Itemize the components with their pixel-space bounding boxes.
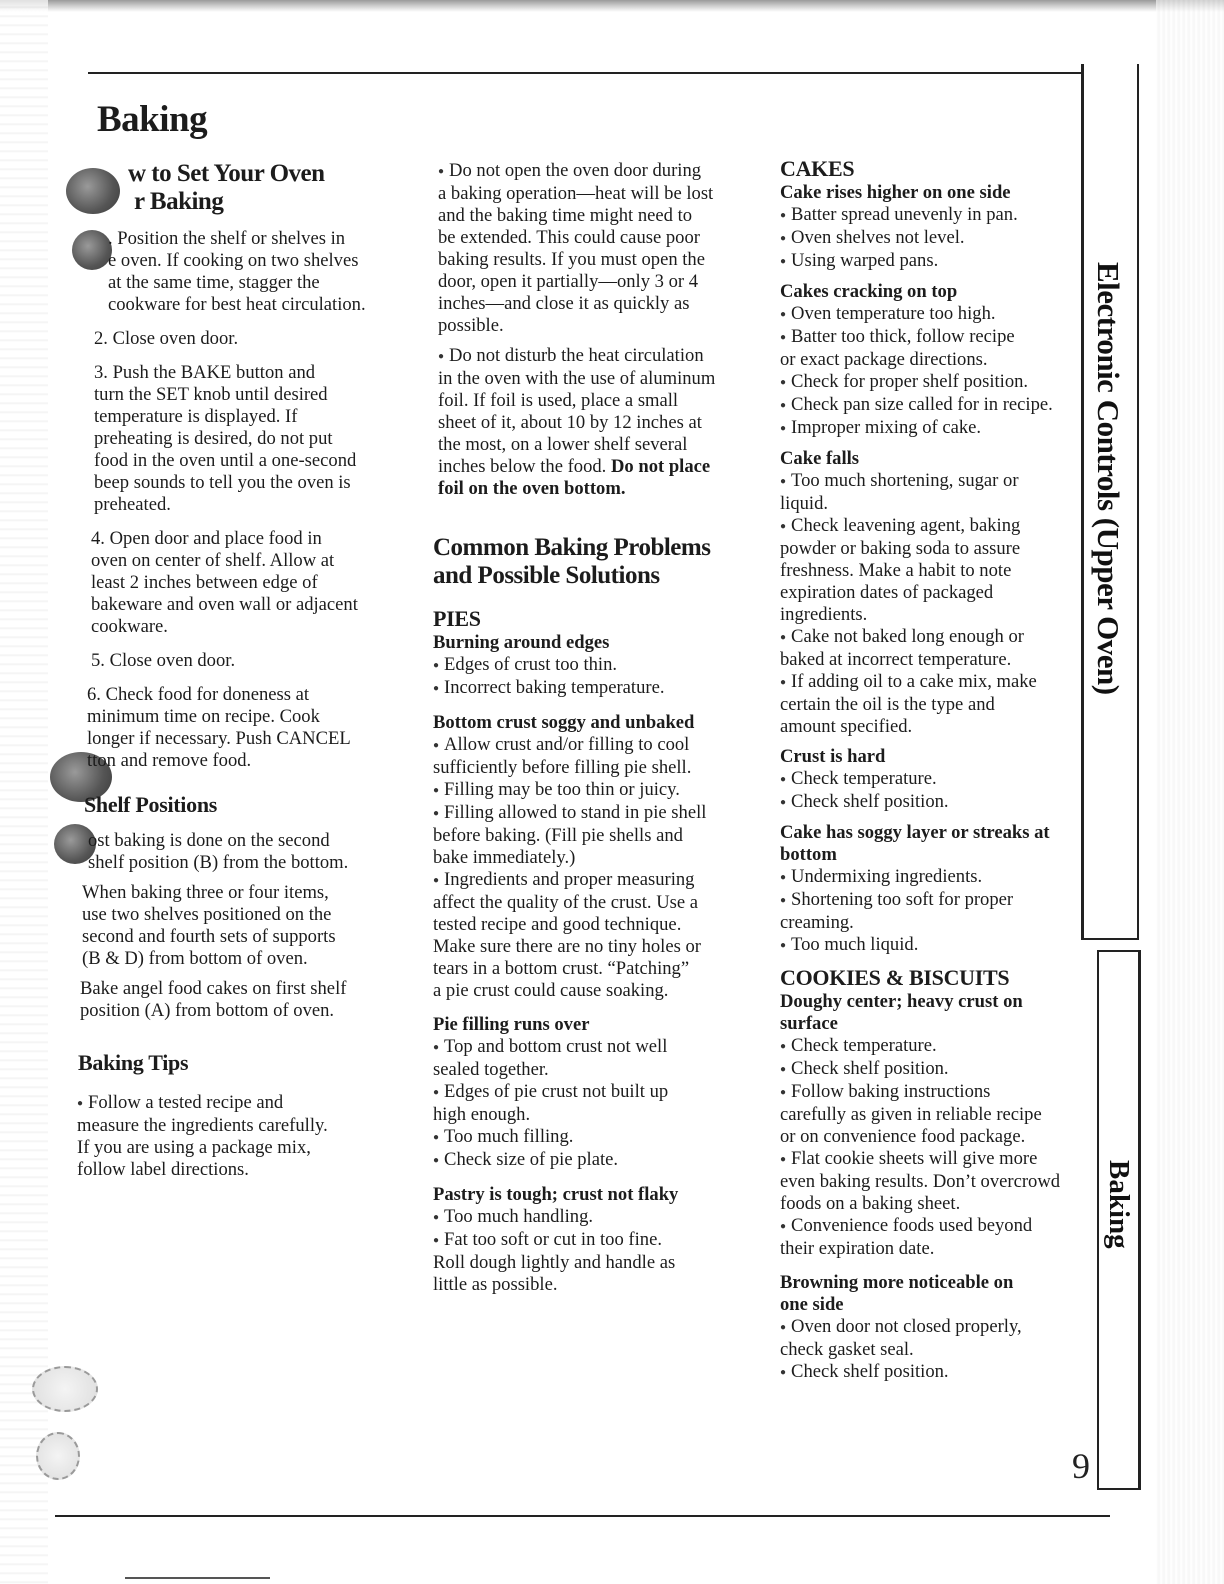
step-4: 4. Open door and place food in oven on center of shelf. Allow at least 2 inches between edge of bakeware and oven wall or adjacent cookware. [91, 528, 358, 637]
top-rule [88, 72, 1082, 74]
step-6: 6. Check food for doneness at minimum time on recipe. Cook longer if necessary. Push CANCEL tton and remove food. [87, 684, 351, 771]
crust-hard-bullet: ● Check shelf position. [780, 791, 1080, 814]
tough-bullet: ● Too much handling. [433, 1206, 753, 1229]
doughy-bullet: ● Check shelf position. [780, 1058, 1080, 1081]
runs-over-heading: Pie filling runs over [433, 1014, 590, 1035]
soggy-bullet: ● Filling allowed to stand in pie shell before baking. (Fill pie shells and bake immediately.) [433, 802, 753, 869]
page-title: Baking [97, 99, 208, 140]
tough-heading: Pastry is tough; crust not flaky [433, 1184, 679, 1205]
shelf-paragraph-3: Bake angel food cakes on first shelf position (A) from bottom of oven. [80, 978, 347, 1021]
falls-bullet: ● Too much shortening, sugar or liquid. [780, 470, 1080, 515]
baking-tip: ● Follow a tested recipe and measure the ingredients carefully. If you are using a package mix, follow label directions. [77, 1092, 400, 1181]
bottom-scan-line [125, 1577, 270, 1579]
burning-bullet: ● Incorrect baking temperature. [433, 677, 753, 700]
cracking-bullet: ● Oven temperature too high. [780, 303, 1080, 326]
falls-bullet: ● Check leavening agent, baking powder or baking soda to assure freshness. Make a habit to note expiration dates of packaged ingredients. [780, 515, 1080, 626]
tip-foil [433, 345, 753, 500]
cakes-heading: CAKES [780, 156, 855, 181]
doughy-bullet: ● Convenience foods used beyond their expiration date. [780, 1215, 1080, 1260]
doughy-heading: Doughy center; heavy crust on surface [780, 991, 1023, 1034]
cracking-bullet: ● Improper mixing of cake. [780, 417, 1080, 440]
column-left [77, 160, 400, 1181]
cookies-heading: COOKIES & BISCUITS [780, 965, 1010, 990]
problems-heading-line1: Common Baking Problems [433, 534, 711, 561]
scan-top-edge [0, 0, 1224, 12]
how-to-heading-line1: w to Set Your Oven [128, 160, 325, 187]
cracking-bullet: ● Check for proper shelf position. [780, 371, 1080, 394]
shelf-paragraph-2: When baking three or four items, use two shelves positioned on the second and fourth sets of supports (B & D) from bottom of oven. [82, 882, 336, 969]
soggy-bullet: ● Ingredients and proper measuring affect the quality of the crust. Use a tested recipe and good technique. Make sure there are no tiny holes or tears in a bottom crust. “Patching” a pie crust could cause soaking. [433, 869, 753, 1002]
scan-right-margin [1156, 0, 1224, 1584]
tip-oven-door: ● Do not open the oven door during a baking operation—heat will be lost and the baking time might need to be extended. This could cause poor baking results. If you must open the door, open it partially—only 3 or 4 inches—and close it as quickly as possible. [433, 160, 753, 337]
doughy-bullet: ● Check temperature. [780, 1035, 1080, 1058]
rises-bullet: ● Batter spread unevenly in pan. [780, 204, 1080, 227]
problems-heading-line2: and Possible Solutions [433, 562, 660, 589]
burning-bullet: ● Edges of crust too thin. [433, 654, 753, 677]
falls-bullet: ● Cake not baked long enough or baked at incorrect temperature. [780, 626, 1080, 671]
tip-foil-warning: Do not place foil on the oven bottom. [438, 456, 711, 499]
soggy-bullet: ● Allow crust and/or filling to cool sufficiently before filling pie shell. [433, 734, 753, 779]
side-tab-baking: Baking [1103, 1160, 1135, 1249]
step-5: 5. Close oven door. [91, 650, 236, 671]
runs-bullet: ● Too much filling. [433, 1126, 753, 1149]
column-right [780, 156, 1080, 1384]
crust-hard-bullet: ● Check temperature. [780, 768, 1080, 791]
column-middle [433, 160, 753, 1296]
soggy-layer-bullet: ● Too much liquid. [780, 934, 1080, 957]
cracking-heading: Cakes cracking on top [780, 281, 958, 302]
punch-hole [32, 1366, 98, 1412]
crust-hard-heading: Crust is hard [780, 746, 886, 767]
punch-hole [36, 1432, 80, 1480]
scan-left-margin [0, 0, 48, 1584]
tip-foil-text: Do not disturb the heat circulation in the oven with the use of aluminum foil. If foil is used, place a small sheet of it, about 10 by 12 inches at the most, on a lower shelf several inches below the food. [438, 345, 716, 477]
baking-tips-heading: Baking Tips [78, 1050, 189, 1075]
browning-heading: Browning more noticeable on one side [780, 1272, 1014, 1315]
pies-heading: PIES [433, 606, 481, 631]
runs-bullet: ● Check size of pie plate. [433, 1149, 753, 1172]
cracking-bullet: ● Check pan size called for in recipe. [780, 394, 1080, 417]
falls-heading: Cake falls [780, 448, 860, 469]
bottom-rule [55, 1515, 1110, 1517]
soggy-layer-bullet: ● Undermixing ingredients. [780, 866, 1080, 889]
runs-bullet: ● Edges of pie crust not built up high enough. [433, 1081, 753, 1126]
step-3: 3. Push the BAKE button and turn the SET knob until desired temperature is displayed. If preheating is desired, do not put food in the oven until a one-second beep sounds to tell you the oven is preheated. [94, 362, 357, 515]
rises-heading: Cake rises higher on one side [780, 182, 1011, 203]
side-tab-electronic-controls: Electronic Controls (Upper Oven) [1091, 262, 1126, 695]
soggy-bullet: ● Filling may be too thin or juicy. [433, 779, 753, 802]
doughy-bullet: ● Flat cookie sheets will give more even baking results. Don’t overcrowd foods on a baking sheet. [780, 1148, 1080, 1215]
step-1: . Position the shelf or shelves in e oven. If cooking on two shelves at the same time, stagger the cookware for best heat circulation. [108, 228, 366, 315]
page-number: 9 [1072, 1446, 1090, 1486]
soggy-layer-bullet: ● Shortening too soft for proper creaming. [780, 889, 1080, 934]
burning-heading: Burning around edges [433, 632, 610, 653]
how-to-heading-line2: r Baking [134, 188, 224, 215]
runs-bullet: ● Top and bottom crust not well sealed together. [433, 1036, 753, 1081]
tough-bullet: ● Fat too soft or cut in too fine. Roll dough lightly and handle as little as possible. [433, 1229, 753, 1296]
browning-bullet: ● Oven door not closed properly, check gasket seal. [780, 1316, 1080, 1361]
soggy-crust-heading: Bottom crust soggy and unbaked [433, 712, 695, 733]
shelf-paragraph-1: ost baking is done on the second shelf position (B) from the bottom. [88, 830, 349, 873]
falls-bullet: ● If adding oil to a cake mix, make certain the oil is the type and amount specified. [780, 671, 1080, 738]
rises-bullet: ● Using warped pans. [780, 250, 1080, 273]
browning-bullet: ● Check shelf position. [780, 1361, 1080, 1384]
doughy-bullet: ● Follow baking instructions carefully as given in reliable recipe or on convenience food package. [780, 1081, 1080, 1148]
cracking-bullet: ● Batter too thick, follow recipe or exact package directions. [780, 326, 1080, 371]
shelf-positions-heading: Shelf Positions [84, 792, 218, 817]
rises-bullet: ● Oven shelves not level. [780, 227, 1080, 250]
soggy-layer-heading: Cake has soggy layer or streaks at bottom [780, 822, 1050, 865]
step-2: 2. Close oven door. [94, 328, 239, 349]
